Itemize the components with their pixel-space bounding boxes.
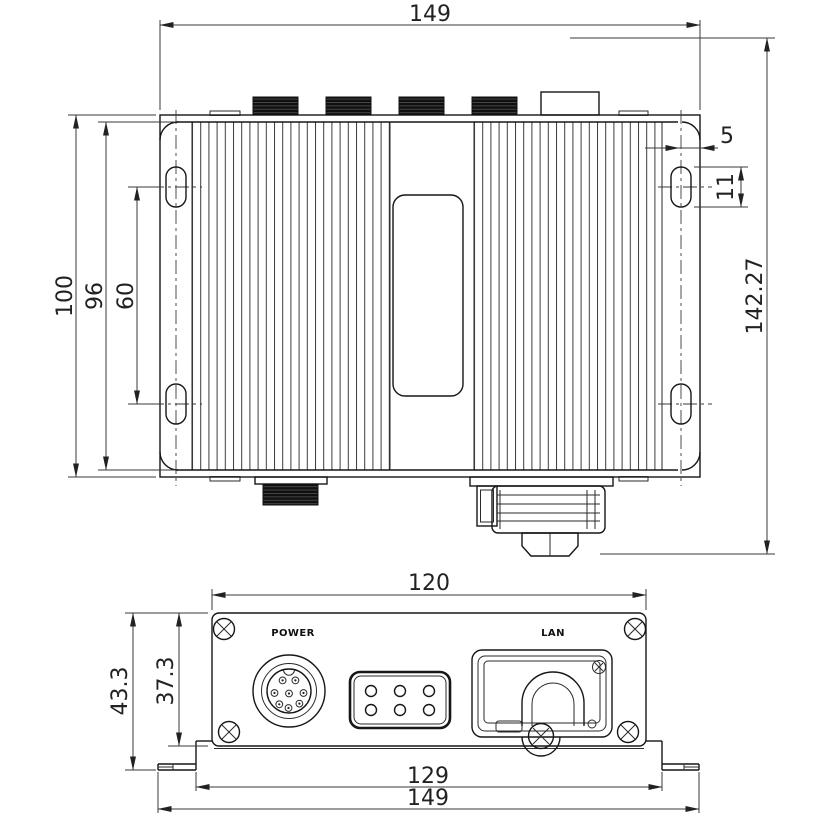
power-connector xyxy=(253,628,325,727)
dim-label-43-3: 43.3 xyxy=(108,666,133,716)
power-connector-top xyxy=(255,477,327,505)
dim-top-width xyxy=(160,2,700,110)
heatsink-fins-right xyxy=(474,122,662,470)
power-label: POWER xyxy=(271,628,315,639)
dim-panel-width xyxy=(212,571,646,610)
screw-bottom-left-icon xyxy=(219,722,240,743)
nameplate-recess xyxy=(393,195,463,396)
rear-connector-housing xyxy=(541,92,599,115)
front-view xyxy=(108,571,699,813)
dim-label-5: 5 xyxy=(720,124,734,149)
keyway-notch xyxy=(284,670,295,676)
fillet-top-right xyxy=(682,122,700,140)
dim-label-120: 120 xyxy=(408,571,450,596)
top-view xyxy=(53,2,775,556)
gland-body xyxy=(492,486,605,533)
rear-connector-4 xyxy=(472,97,517,115)
fillet-top-left xyxy=(160,122,178,140)
dim-slot-spacing xyxy=(114,187,164,404)
cable-boot-inner xyxy=(532,683,574,726)
rear-connector-3 xyxy=(399,97,444,115)
dim-panel-height xyxy=(154,613,208,746)
heatsink-fins-left xyxy=(192,122,390,470)
screw-bottom-right-icon xyxy=(618,722,639,743)
dim-label-149-front: 149 xyxy=(407,786,449,811)
terminal-connector xyxy=(350,672,450,728)
screw-top-right-icon xyxy=(625,619,646,640)
dim-label-100: 100 xyxy=(53,275,78,317)
cover-pivot-hole xyxy=(588,720,596,728)
dim-label-142-27: 142.27 xyxy=(743,257,768,335)
dim-label-60: 60 xyxy=(114,282,139,310)
rear-connector-1 xyxy=(253,97,298,115)
bracket-right xyxy=(646,741,699,770)
lan-label: LAN xyxy=(541,628,565,639)
bracket-left xyxy=(158,741,212,770)
power-pins xyxy=(271,677,307,711)
lan-connector xyxy=(472,628,612,756)
thumb-screw-icon xyxy=(529,724,554,749)
dim-label-149-top: 149 xyxy=(409,2,451,27)
fillet-bottom-left xyxy=(160,452,178,470)
dim-label-37-3: 37.3 xyxy=(154,656,179,706)
fillet-bottom-right xyxy=(682,452,700,470)
cable-boot-outer xyxy=(522,672,584,726)
lan-gland-assembly-top xyxy=(470,477,613,556)
screw-top-left-icon xyxy=(214,619,235,640)
rear-connector-2 xyxy=(326,97,371,115)
terminal-holes xyxy=(366,686,435,716)
dim-label-96: 96 xyxy=(83,282,108,310)
dim-label-11: 11 xyxy=(714,173,739,201)
dim-label-129: 129 xyxy=(407,764,449,789)
